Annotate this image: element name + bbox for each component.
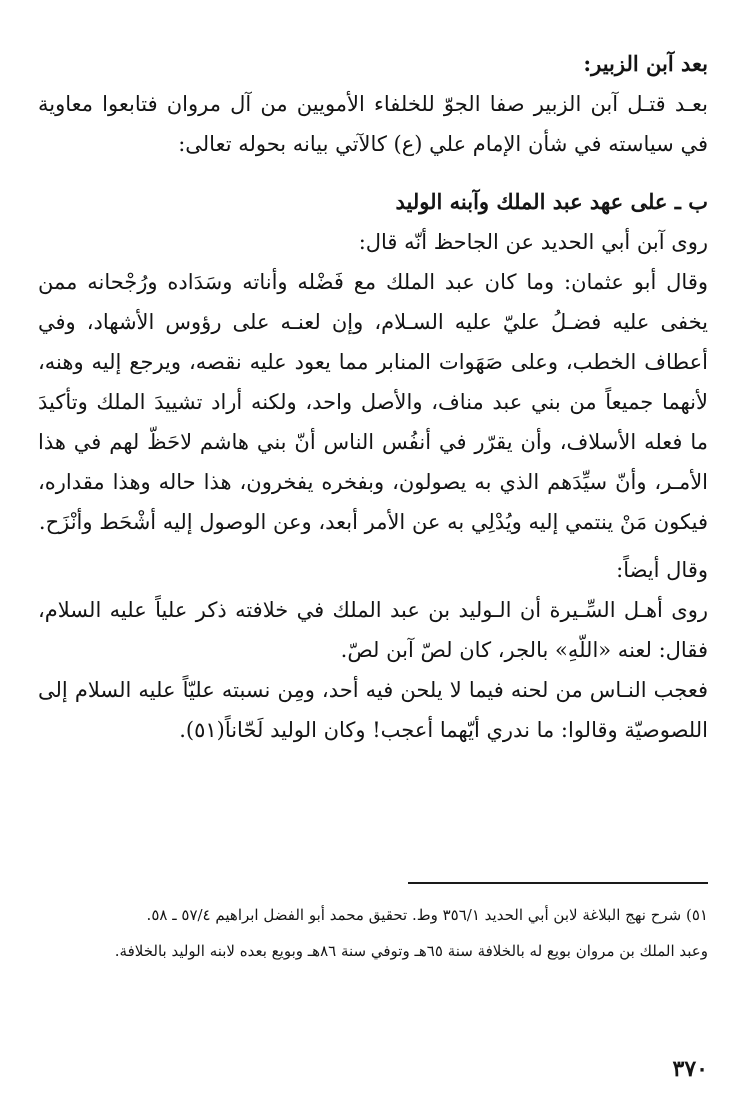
paragraph-abu-uthman-quote: وقال أبو عثمان: وما كان عبد الملك مع فَضْله وأناته وسَدَاده ورُجْحانه ممن يخفى عليه فضـلُ عليّ عليه السـلام، وإن لعنـه على رؤوس الأشهاد، وفي أعطاف الخطب، وعلى صَهَوات المنابر مما يعود عليه نقصه، ويرجع إليه وهنه، لأنهما جميعاً من بني عبد مناف، والأصل واحد، ولكنه أراد تشييدَ الملك وتأكيدَ ما فعله الأسلاف، وأن يقرّر في أنفُس الناس أنّ بني هاشم لاحَظّ لهم في هذا الأمـر، وأنّ سيِّدَهم الذي به يصولون، وبفخره يفخرون، هذا حاله وهذا مقداره، فيكون مَنْ ينتمي إليه ويُدْلِي به عن الأمر أبعد، وعن الوصول إليه أشْحَط وأنْزَح. <box>38 270 708 534</box>
main-text <box>38 44 708 750</box>
footnote-note-abd-al-malik: وعبد الملك بن مروان بويع له بالخلافة سنة ٦٥هـ وتوفي سنة ٨٦هـ وبويع بعده لابنه الوليد بالخلافة. <box>114 942 708 960</box>
paragraph-he-also-said: وقال أيضاً: <box>616 558 708 582</box>
book-page <box>38 44 708 1120</box>
paragraph-al-walid-narration: روى أهـل السِّـيرة أن الـوليد بن عبد الملك في خلافته ذكر علياً عليه السلام، فقال: لعنه «اللّهِ» بالجر، كان لصّ آبن لصّ. <box>38 598 708 662</box>
paragraph-narration-intro: روى آبن أبي الحديد عن الجاحظ أنّه قال: <box>358 230 708 254</box>
paragraph-intro: بعـد قتـل آبن الزبير صفا الجوّ للخلفاء الأمويين من آل مروان فتابعوا معاوية في سياسته في شأن الإمام علي (ع) كالآتي بيانه بحوله تعالى: <box>38 92 708 156</box>
section-heading-after-ibn-zubayr: بعد آبن الزبير: <box>583 51 708 76</box>
section-heading-abd-al-malik: ب ـ على عهد عبد الملك وآبنه الوليد <box>395 189 708 214</box>
footnotes <box>38 900 708 966</box>
page-number: ٣٧٠ <box>672 1056 708 1082</box>
paragraph-people-wondered: فعجب النـاس من لحنه فيما لا يلحن فيه أحد، ومِن نسبته عليّاً عليه السلام إلى اللصوصيّة وقالوا: ما ندري أيّهما أعجب! وكان الوليد لَحّاناً(٥١). <box>38 678 708 742</box>
footnote-51: ٥١) شرح نهج البلاغة لابن أبي الحديد ٣٥٦/١ وط. تحقيق محمد أبو الفضل ابراهيم ٥٧/٤ ـ ٥٨. <box>146 906 708 924</box>
footnote-separator <box>408 882 708 884</box>
